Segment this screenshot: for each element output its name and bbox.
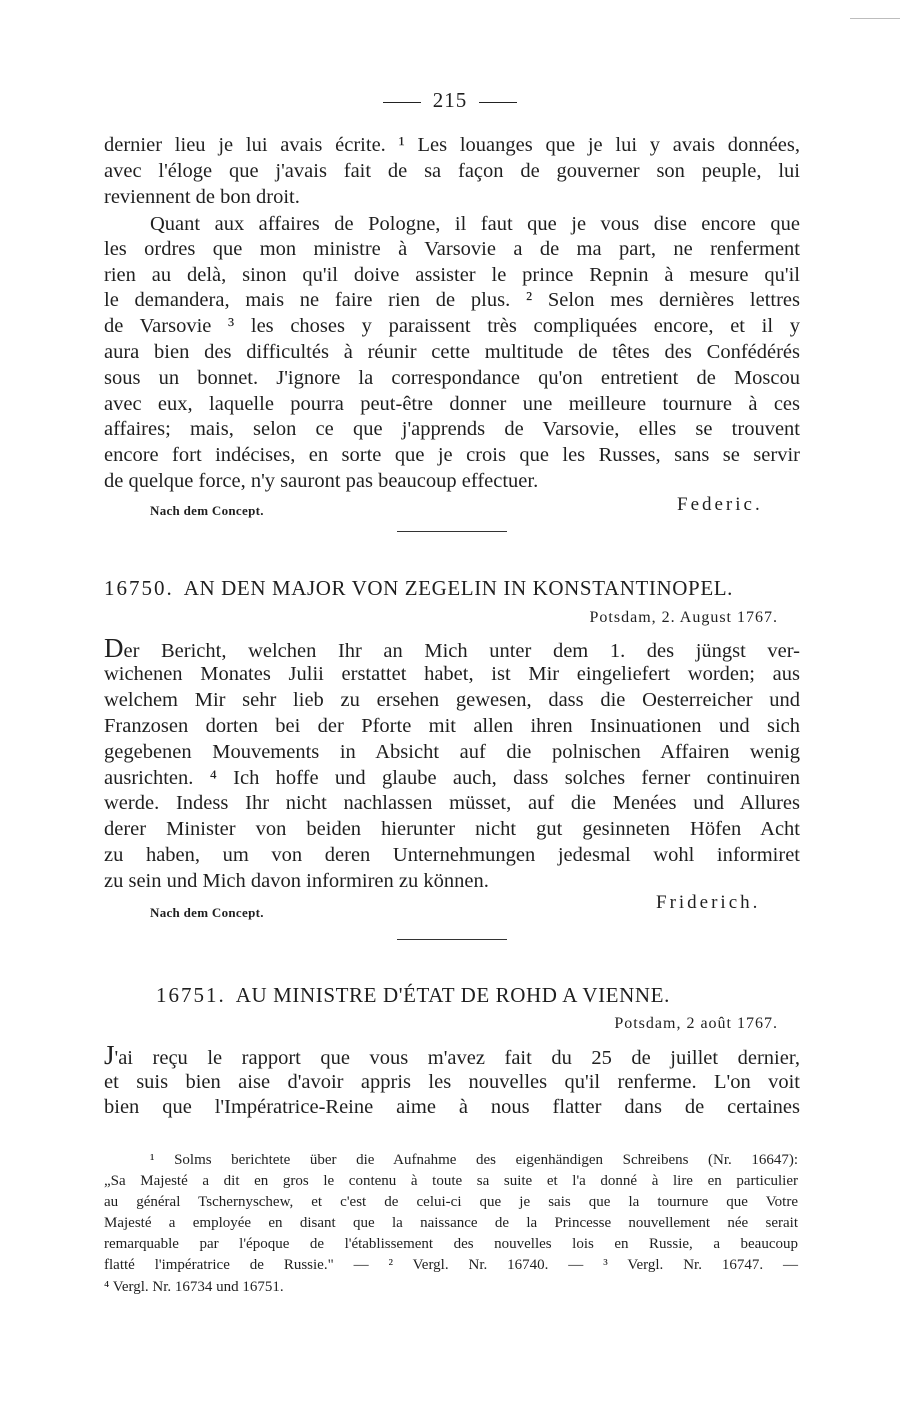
text-line: avec eux, laquelle pourra peut-être donner une meilleure tournure à ces bbox=[104, 393, 800, 415]
text-line: et suis bien aise d'avoir appris les nouvelles qu'il renferme. L'on voit bbox=[104, 1071, 800, 1093]
signature: Federic. bbox=[677, 494, 763, 515]
text-line: avec l'éloge que j'avais fait de sa façon de gouverner son peuple, lui bbox=[104, 160, 800, 182]
text-line: de quelque force, n'y sauront pas beaucoup effectuer. bbox=[104, 470, 539, 492]
letter-title: AU MINISTRE D'ÉTAT DE ROHD A VIENNE. bbox=[235, 983, 670, 1007]
text-line: zu haben, um von deren Unternehmungen jedesmal wohl informiret bbox=[104, 844, 800, 866]
section-separator bbox=[397, 531, 507, 532]
letter-heading bbox=[156, 983, 852, 1008]
text-line-first bbox=[104, 1040, 800, 1070]
page-number: 215 bbox=[432, 88, 468, 112]
signature: Friderich. bbox=[656, 892, 761, 913]
text-line: Quant aux affaires de Pologne, il faut que je vous dise encore que bbox=[150, 213, 800, 235]
header-dash-left bbox=[383, 102, 421, 103]
text-line: 'ai reçu le rapport que vous m'avez fait du 25 de juillet dernier, bbox=[114, 1047, 800, 1069]
text-line: Franzosen dorten bei der Pforte mit allen ihren Insinuationen und sich bbox=[104, 715, 800, 737]
letter-number: 16750. bbox=[104, 576, 174, 600]
text-line-first bbox=[104, 633, 800, 663]
text-line: er Bericht, welchen Ihr an Mich unter dem 1. des jüngst ver- bbox=[123, 640, 800, 662]
text-line: le demandera, mais ne faire rien de plus. ² Selon mes dernières lettres bbox=[104, 289, 800, 311]
text-line: werde. Indess Ihr nicht nachlassen müsset, auf die Menées und Allures bbox=[104, 792, 800, 814]
text-line: wichenen Monates Julii erstattet habet, ist Mir eingeliefert worden; aus bbox=[104, 663, 800, 685]
text-line: rien au delà, sinon qu'il doive assister le prince Repnin à mesure qu'il bbox=[104, 264, 800, 286]
initial-letter: D bbox=[104, 633, 124, 663]
page-number-header bbox=[0, 88, 900, 113]
footnote-line: ¹ Solms berichtete über die Aufnahme des eigenhändigen Schreibens (Nr. 16647): bbox=[150, 1152, 798, 1168]
text-line: encore fort indécises, en sorte que je crois que les Russes, sans se servir bbox=[104, 444, 800, 466]
section-separator bbox=[397, 939, 507, 940]
text-line: bien que l'Impératrice-Reine aime à nous flatter dans de certaines bbox=[104, 1096, 800, 1118]
dateline: Potsdam, 2 août 1767. bbox=[614, 1015, 778, 1032]
text-line: zu sein und Mich davon informiren zu können. bbox=[104, 870, 489, 892]
text-line: aura bien des difficultés à réunir cette multitude de têtes des Confédérés bbox=[104, 341, 800, 363]
text-line: welchem Mir sehr lieb zu ersehen gewesen, dass die Oesterreicher und bbox=[104, 689, 800, 711]
text-line: derer Minister von beiden hierunter nicht gut gesinneten Höfen Acht bbox=[104, 818, 800, 840]
footnote-line: flatté l'impératrice de Russie." — ² Vergl. Nr. 16740. — ³ Vergl. Nr. 16747. — bbox=[104, 1257, 798, 1273]
text-line: gegebenen Mouvements in Absicht auf die polnischen Affairen wenig bbox=[104, 741, 800, 763]
footnote-line: remarquable par l'époque de l'établissement des nouvelles lois en Russie, a beaucoup bbox=[104, 1236, 798, 1252]
text-line: ausrichten. ⁴ Ich hoffe und glaube auch, dass solches ferner continuiren bbox=[104, 767, 800, 789]
dateline: Potsdam, 2. August 1767. bbox=[589, 609, 778, 626]
footnote-line: „Sa Majesté a dit en gros le contenu à toute sa suite et l'a donné à lire en particulier bbox=[104, 1173, 798, 1189]
text-line: les ordres que mon ministre à Varsovie a de ma part, ne renferment bbox=[104, 238, 800, 260]
initial-letter: J bbox=[104, 1040, 115, 1070]
header-dash-right bbox=[479, 102, 517, 103]
text-line: de Varsovie ³ les choses y paraissent très compliquées encore, et il y bbox=[104, 315, 800, 337]
text-line: sous un bonnet. J'ignore la correspondance qu'on entretient de Moscou bbox=[104, 367, 800, 389]
letter-number: 16751. bbox=[156, 983, 226, 1007]
text-line: dernier lieu je lui avais écrite. ¹ Les louanges que je lui y avais données, bbox=[104, 134, 800, 156]
footnote-line: ⁴ Vergl. Nr. 16734 und 16751. bbox=[104, 1279, 284, 1295]
footnote-line: Majesté a employée en disant que la naissance de la Princesse nouvellement née serait bbox=[104, 1215, 798, 1231]
footnote-line: au général Tschernyschew, et c'est de celui-ci que je sais que la tournure que Votre bbox=[104, 1194, 798, 1210]
text-line: reviennent de bon droit. bbox=[104, 186, 300, 208]
source-note: Nach dem Concept. bbox=[150, 503, 264, 518]
text-line: affaires; mais, selon ce que j'apprends de Varsovie, elles se trouvent bbox=[104, 418, 800, 440]
letter-title: AN DEN MAJOR VON ZEGELIN IN KONSTANTINOPEL. bbox=[183, 576, 734, 600]
letter-heading bbox=[104, 576, 800, 601]
scan-edge-mark bbox=[850, 18, 900, 19]
source-note: Nach dem Concept. bbox=[150, 905, 264, 920]
